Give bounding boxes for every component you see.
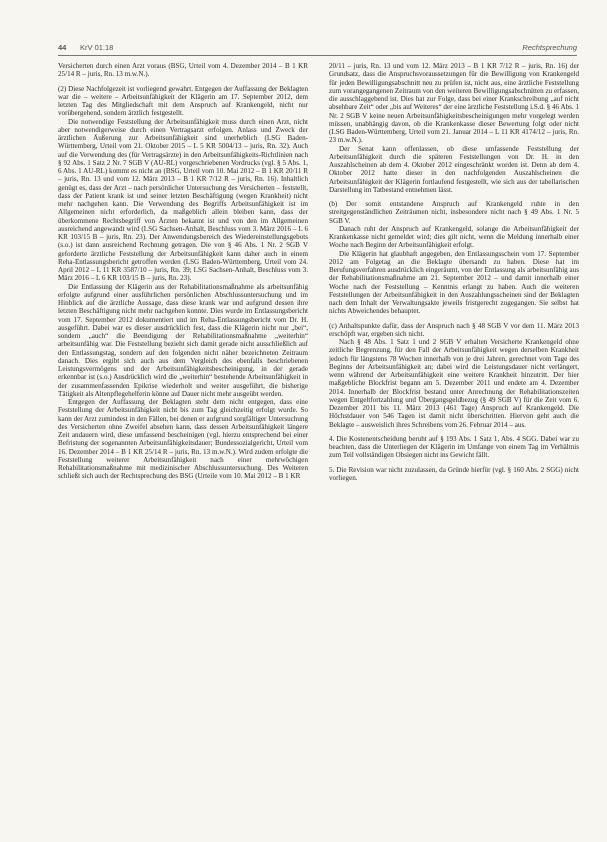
- paragraph: Die notwendige Feststellung der Arbeitsunfähigkeit muss durch einen Arzt, nicht aber notwendigerweise durch einen Vertragsarzt erfolgen. Anlass und Zweck der ärztlichen Äußerung zur Arbeitsunfähigkeit sind unerheblich (LSG Baden-Württemberg, Urteil vom 21. Oktober 2015 – L 5 KR 5004/13 – juris, Rn. 32). Auch auf die Verwendung des (für Vertragsärzte) in den Arbeitsunfähigkeits-Richtlinien nach § 92 Abs. 1 Satz 2 Nr. 7 SGB V (AU-RL) vorgeschriebenen Vordrucks (vgl. § 5 Abs. 1, 6 Abs. 1 AU-RL) kommt es nicht an (BSG, Urteil vom 10. Mai 2012 – B 1 KR 20/11 R – juris, Rn. 13 und vom 12. März 2013 – B 1 KR 7/12 R – juris, Rn. 16). Inhaltlich genügt es, dass der Arzt – nach persönlicher Untersuchung des Versicherten – feststellt, dass der Patient krank ist und seiner letzten Beschäftigung (wegen Krankheit) nicht mehr nachgehen kann. Die Verwendung des Begriffs Arbeitsunfähigkeit ist im Allgemeinen nicht erforderlich, da maßgeblich allein bleiben kann, dass der überkommene Rechtsbegriff von Ärzten bekannt ist und von den im Allgemeinen ausreichend angewandt wird (LSG Sachsen-Anhalt, Beschluss vom 3. März 2016 – L 6 KR 103/15 B – juris, Rn. 23). Der Anwendungsbereich des Wiedereinstellungsgebots (s.o.) ist dann ausreichend Rechnung getragen. Die von § 46 Abs. 1 Nr. 2 SGB V geforderte ärztliche Feststellung der Arbeitsunfähigkeit kann daher auch in einem Reha-Entlassungsbericht getroffen werden (LSG Baden-Württemberg, Urteil vom 24. April 2012 – L 11 KR 3587/10 – juris, Rn. 39; LSG Sachsen-Anhalt, Beschluss vom 3. März 2016 – L 6 KR 103/15 B – juris, Rn. 23).: [58, 117, 308, 283]
- left-column: [58, 62, 308, 481]
- paragraph: 4. Die Kostenentscheidung beruht auf § 193 Abs. 1 Satz 1, Abs. 4 SGG. Dabei war zu beachten, dass die Unterliegen der Klägerin im Umfange von einem Tag im Verhältnis zum Teil vollständigen Obsiegen nicht ins Gewicht fällt.: [329, 434, 579, 460]
- paragraph: (2) Diese Nachfolgezeit ist vorliegend gewahrt. Entgegen der Auffassung der Beklagten war die – weitere – Arbeitsunfähigkeit der Klägerin am 17. September 2012, dem letzten Tag des Mitgliedschaft mit dem Anspruch auf Krankengeld, nicht nur vorübergehend, sondern ärztlich festgestellt.: [58, 84, 308, 118]
- paragraph: Nach § 48 Abs. 1 Satz 1 und 2 SGB V erhalten Versicherte Krankengeld ohne zeitliche Begrenzung, für den Fall der Arbeitsunfähigkeit wegen derselben Krankheit jedoch für längstens 78 Wochen innerhalb von je drei Jahren, gerechnet vom Tage des Beginns der Arbeitsunfähigkeit an; dabei wird die Leistungsdauer nicht verlängert, wenn während der Arbeitsunfähigkeit eine weitere Krankheit hinzutritt. Der hier maßgebliche Blockfrist begann am 5. Dezember 2011 und endete am 4. Dezember 2014. Innerhalb der Blockfrist bestand unter Anrechnung der Rehabilitationszeiten wegen Entgeltfortzahlung und Übergangsgeldbezug (§ 49 SGB V) für die Zeit vom 6. Dezember 2011 bis 11. März 2013 (461 Tage) Anspruch auf Krankengeld. Die Höchstdauer von 546 Tagen ist damit nicht überschritten. Hiervon geht auch die Beklagte – ausweislich ihres Schreibens vom 26. Februar 2014 – aus.: [329, 338, 579, 429]
- page-number: 44: [58, 43, 67, 52]
- paragraph: (c) Anhaltspunkte dafür, dass der Anspruch nach § 48 SGB V vor dem 11. März 2013 erschöpft war, ergeben sich nicht.: [329, 321, 579, 338]
- right-column: [329, 62, 579, 482]
- paragraph: Die Entlassung der Klägerin aus der Rehabilitationsmaßnahme als arbeitsunfähig erfolgte aufgrund einer ausführlichen persönlichen Abschlussuntersuchung und im Hinblick auf die ärztliche Aussage, dass diese krank war und aufgrund dessen ihre letzten Beschäftigung nicht mehr nachgehen konnte. Dies wurde im Entlassungsbericht vom 17. September 2012 dokumentiert und im Reha-Entlassungsbericht vom Dr. H. ausgeführt. Dabei war es dieser ausdrücklich fest, dass die Klägerin nicht nur „bei“, sondern „auch“ die Beendigung der Rehabilitationsmaßnahme „weiterhin“ arbeitsunfähig war. Die Feststellung bezieht sich damit gerade nicht ausschließlich auf den Entlassungstag, sondern auf den folgenden nicht näher bezeichneten Zeitraum danach. Dies ergibt sich auch aus dem Vergleich des ebenfalls beschriebenen Leistungsvermögens und der Arbeitsunfähigkeitsbescheinigung, in der gerade erkennbar ist (s.o.) Ausdrücklich wird die „weiterhin“ bestehende Arbeitsunfähigkeit in der zusammenfassenden Epikrise wiederholt und weiter ausgeführt, die bisherige Tätigkeit als Altenpflegehelferin könne auf Dauer nicht mehr ausgeübt werden.: [58, 282, 308, 398]
- paragraph: Entgegen der Auffassung der Beklagten steht dem nicht entgegen, dass eine Feststellung der Arbeitsunfähigkeit nicht bis zum Tag gleichzeitig erfolgt wurde. So kann der Arzt zumindest in den Fällen, bei denen er aufgrund sorgfältiger Untersuchung des Versicherten ohne Zweifel absehen kann, dass dessen Arbeitsunfähigkeit längere Zeit andauern wird, diese umfassend bescheinigen (vgl. hierzu entsprechend bei einer Befristung der sogenannten Arbeitsunfähigkeitsdauer; Bundessozialgericht, Urteil vom 16. Dezember 2014 – B 1 KR 25/14 R – juris, Rn. 13 m.w.N.). Wird zudem erfolgte die Feststellung weiterer Arbeitsunfähigkeit nach einer mehrwöchigen Rehabilitationsmaßnahme mit medizinischer Abschlussuntersuchung. Des Weiteren schließt sich auch der Rechtsprechung des BSG (Urteile vom 10. Mai 2012 – B 1 KR: [58, 398, 308, 481]
- section-title: Rechtsprechung: [522, 43, 577, 52]
- paragraph: Danach ruht der Anspruch auf Krankengeld, solange die Arbeitsunfähigkeit der Krankenkasse nicht gemeldet wird; dies gilt nicht, wenn die Meldung innerhalb einer Woche nach Beginn der Arbeitsunfähigkeit erfolgt.: [329, 224, 579, 250]
- paragraph: (b) Der somit entstandene Anspruch auf Krankengeld ruhte in den streitgegenständlichen Zeiträumen nicht, insbesondere nicht nach § 49 Abs. 1 Nr. 5 SGB V.: [329, 200, 579, 225]
- page-header: [58, 43, 577, 55]
- journal-name: KrV 01.18: [80, 43, 114, 52]
- header-rule: [58, 55, 577, 56]
- paragraph: 20/11 – juris, Rn. 13 und vom 12. März 2013 – B 1 KR 7/12 R – juris, Rn. 16) der Grundsatz, dass die Anspruchsvoraussetzungen für die Bewilligung von Krankengeld für jeden Bewilligungsabschnitt neu zu prüfen ist, nicht aus, eine ärztliche Feststellung zum vorangegangenen Zeitraum von den weiteren Bewilligungsabschnitten zu erfassen, die ausschlaggebend ist. Dies hat zur Folge, dass bei einer Krankschreibung „auf nicht absehbare Zeit“ oder „bis auf Weiteres“ der eine ärztliche Feststellung i.S.d. § 46 Abs. 1 Nr. 2 SGB V keine neuen Arbeitsunfähigkeitsbescheinigungen mehr vorgelegt werden müssen, unabhängig davon, ob die Krankenkasse dieser Bewertung folgt oder nicht (LSG Baden-Württemberg, Urteil vom 21. Januar 2014 – L 11 KR 4174/12 – juris, Rn. 23 m.w.N.).: [329, 62, 579, 145]
- paragraph: Versicherten durch einen Arzt voraus (BSG, Urteil vom 4. Dezember 2014 – B 1 KR 25/14 R – juris, Rn. 13 m.w.N.).: [58, 62, 308, 79]
- paragraph: Der Senat kann offenlassen, ob diese umfassende Feststellung der Arbeitsunfähigkeit durch die späteren Feststellungen von Dr. H. in den Auszahlscheinen ab dem 4. Oktober 2012 eingeschränkt worden ist. Denn ab dem 4. Oktober 2012 hatte dieser in den nachfolgenden Auszahlscheinen die Arbeitsunfähigkeit der Klägerin fortlaufend festgestellt, wie sich aus der tabellarischen Darstellung im Tatbestand entnehmen lässt.: [329, 144, 579, 194]
- paragraph: Die Klägerin hat glaubhaft angegeben, den Entlassungsschein vom 17. September 2012 am Folgetag an die Beklagte übersandt zu haben. Diese hat im Berufungsverfahren ausdrücklich eingeräumt, von der Entlassung als arbeitsunfähig aus der Rehabilitationsmaßnahme am 21. September 2012 – und damit innerhalb einer Woche nach der Feststellung – Kenntnis erlangt zu haben. Auch die weiteren Feststellungen der Arbeitsunfähigkeit in den Auszahlungsscheinen sind der Beklagten nach dem Inhalt der Verwaltungsakte jeweils fristgerecht zugegangen. Sie selbst hat nichts Abweichendes behauptet.: [329, 249, 579, 316]
- paragraph: 5. Die Revision war nicht zuzulassen, da Gründe hierfür (vgl. § 160 Abs. 2 SGG) nicht vorliegen.: [329, 465, 579, 482]
